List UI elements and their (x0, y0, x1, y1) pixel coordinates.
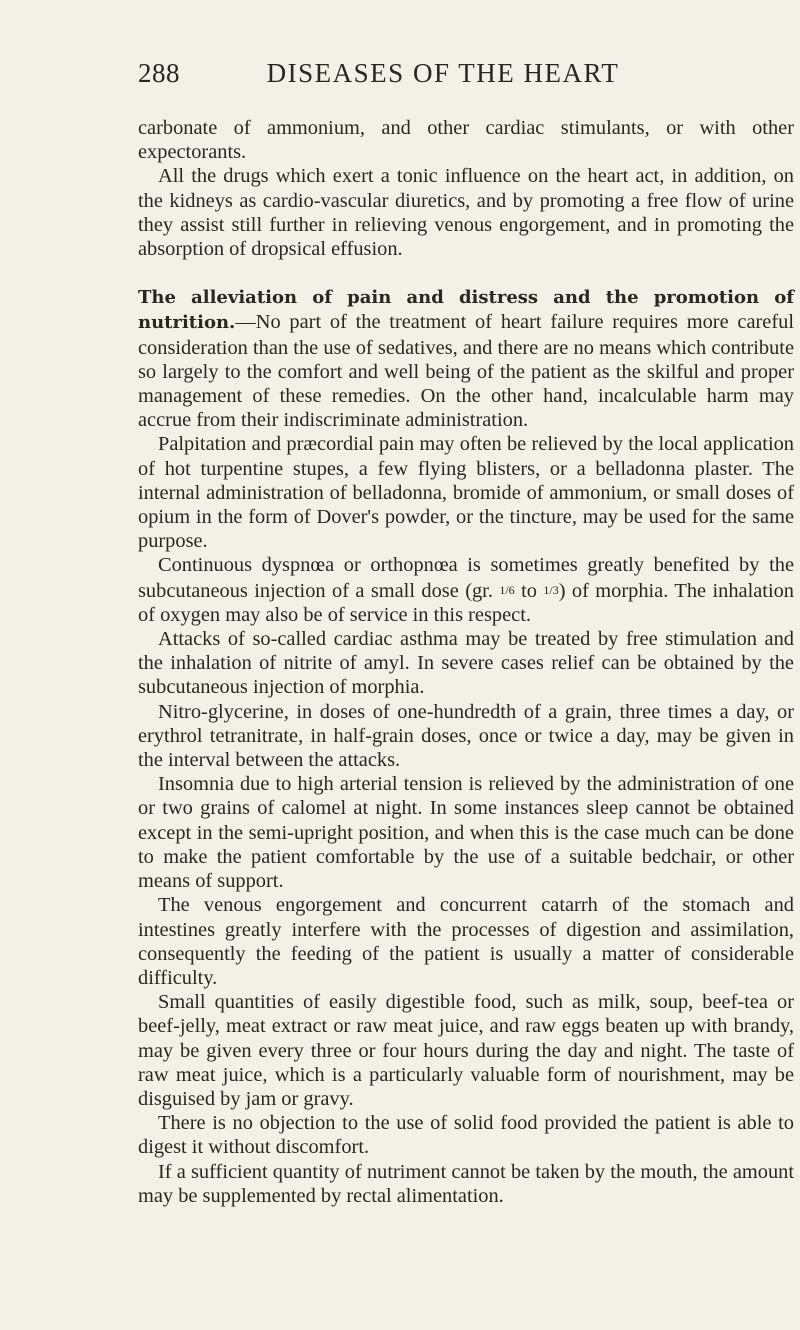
paragraph-nitroglycerine: Nitro-glycerine, in doses of one-hundredth of a grain, three times a day, or erythrol tetranitrate, in half-grain doses, once or twice a day, may be given in the interval between the attacks. (138, 700, 794, 772)
paragraph-food: Small quantities of easily digestible food, such as milk, soup, beef-tea or beef-jelly, meat extract or raw meat juice, and raw eggs beaten up with brandy, may be given every three or four hours during the day and night. The taste of raw meat juice, which is a particularly valuable form of nourishment, may be disguised by jam or gravy. (138, 991, 794, 1110)
fraction: 1/6 (499, 582, 515, 597)
body-text (138, 116, 794, 1208)
paragraph-palpitation: Palpitation and præcordial pain may often be relieved by the local application of hot turpentine stupes, a few flying blisters, or a belladonna plaster. The internal administration of belladonna, bromide of ammonium, or small doses of opium in the form of Dover's powder, or the tincture, may be used for the same purpose. (138, 433, 794, 553)
paragraph-venous-engorgement: The venous engorgement and concurrent catarrh of the stomach and intestines greatly interfere with the processes of digestion and assimilation, consequently the feeding of the patient is usually a matter of considerable difficulty. (138, 894, 794, 989)
paragraph-rectal-alimentation: If a sufficient quantity of nutriment cannot be taken by the mouth, the amount may be supplemented by rectal alimentation. (138, 1160, 794, 1207)
paragraph-dyspnoea: Continuous dyspnœa or orthopnœa is sometimes greatly benefited by the subcutaneous injection of a small dose (gr. 1/6 to 1/3) of morphia. The inhalation of oxygen may also be of service in this respect. (138, 554, 795, 626)
paragraph-alleviation (138, 285, 794, 432)
fraction: 1/3 (543, 582, 559, 597)
section-heading-text: —No part of the treatment of heart failure requires more careful consideration than the use of sedatives, and there are no means which contribute so largely to the comfort and well being of the patient as the skilful and proper management of these remedies. On the other hand, incalculable harm may accrue from their indiscriminate administration. (138, 311, 794, 432)
paragraph-insomnia: Insomnia due to high arterial tension is relieved by the administration of one or two grains of calomel at night. In some instances sleep cannot be obtained except in the semi-upright position, and when this is the case much can be done to make the patient comfortable by the use of a suitable bedchair, or other means of support. (138, 773, 794, 893)
paragraph-solid-food: There is no objection to the use of solid food provided the patient is able to digest it without discomfort. (138, 1112, 794, 1159)
section-heading: The alleviation of pain and distress and the promotion of nutrition. (138, 287, 794, 334)
page-number: 288 (138, 58, 180, 88)
running-header (138, 56, 668, 90)
paragraph-continuation: carbonate of ammonium, and other cardiac stimulants, or with other expectorants. (138, 117, 794, 164)
running-title: DISEASES OF THE HEART (266, 58, 620, 88)
paragraph-cardiac-asthma: Attacks of so-called cardiac asthma may be treated by free stimulation and the inhalation of nitrite of amyl. In severe cases relief can be obtained by the subcutaneous injection of morphia. (138, 628, 794, 699)
paragraph-diuretics: All the drugs which exert a tonic influence on the heart act, in addition, on the kidneys as cardio-vascular diuretics, and by promoting a free flow of urine they assist still further in relieving venous engorgement, and in promoting the absorption of dropsical effusion. (138, 165, 794, 261)
